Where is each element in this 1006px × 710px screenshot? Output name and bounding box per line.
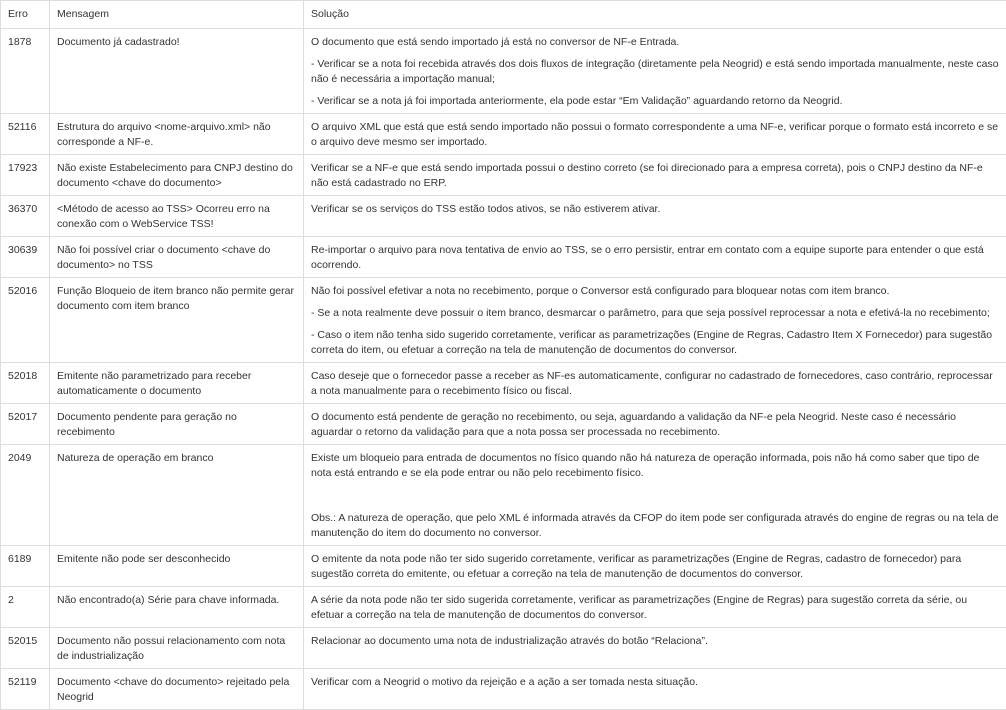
error-code: 52015 <box>1 628 50 669</box>
table-row <box>1 445 1006 546</box>
header-mensagem: Mensagem <box>50 1 304 29</box>
error-code: 52018 <box>1 363 50 404</box>
error-message: Não foi possível criar o documento <chave do documento> no TSS <box>50 237 304 278</box>
table-header-row <box>1 1 1006 29</box>
solution-text: Caso deseje que o fornecedor passe a receber as NF-es automaticamente, configurar no cadastrado de fornecedores, caso contrário, reprocessar a nota manualmente para o recebimento físico ou fiscal. <box>311 370 993 397</box>
error-message: Natureza de operação em branco <box>50 445 304 546</box>
error-code: 2049 <box>1 445 50 546</box>
error-code: 30639 <box>1 237 50 278</box>
error-message: Documento não possui relacionamento com nota de industrialização <box>50 628 304 669</box>
table-row <box>1 363 1006 404</box>
solution-text: O emitente da nota pode não ter sido sugerido corretamente, verificar as parametrizações (Engine de Regras, cadastro de fornecedor) para sugestão correta do emitente, ou efetuar a correção na tela de manutenção de documentos do conversor. <box>311 553 962 580</box>
error-message: Não encontrado(a) Série para chave informada. <box>50 587 304 628</box>
solution-text: - Verificar se a nota já foi importada anteriormente, ela pode estar “Em Validação” aguardando retorno da Neogrid. <box>311 95 843 107</box>
solution-text: A série da nota pode não ter sido sugerida corretamente, verificar as parametrizações (Engine de Regras) para sugestão correta da série, ou efetuar a correção na tela de manutenção de documentos do conversor. <box>311 594 968 621</box>
table-row <box>1 669 1006 710</box>
error-message: <Método de acesso ao TSS> Ocorreu erro na conexão com o WebService TSS! <box>50 196 304 237</box>
solution-cell <box>304 445 1006 546</box>
error-message: Não existe Estabelecimento para CNPJ destino do documento <chave do documento> <box>50 155 304 196</box>
error-code: 52119 <box>1 669 50 710</box>
table-row <box>1 29 1006 114</box>
solution-cell <box>304 363 1006 404</box>
solution-text: Re-importar o arquivo para nova tentativa de envio ao TSS, se o erro persistir, entrar em contato com a equipe suporte para entender o que está ocorrendo. <box>311 244 984 271</box>
table-row <box>1 278 1006 363</box>
error-code: 52116 <box>1 114 50 155</box>
solution-cell <box>304 196 1006 237</box>
table-row <box>1 587 1006 628</box>
error-message: Documento pendente para geração no recebimento <box>50 404 304 445</box>
solution-cell <box>304 237 1006 278</box>
solution-text: - Se a nota realmente deve possuir o item branco, desmarcar o parâmetro, para que seja possível reprocessar a nota e efetivá-la no recebimento; <box>311 307 990 319</box>
header-erro: Erro <box>1 1 50 29</box>
solution-note: Obs.: A natureza de operação, que pelo XML é informada através da CFOP do item pode ser configurada através do engine de regras ou na tela de manutenção do item do documento no conversor. <box>311 512 999 539</box>
solution-text: O documento que está sendo importado já está no conversor de NF-e Entrada. <box>311 36 680 48</box>
error-code: 36370 <box>1 196 50 237</box>
solution-cell <box>304 628 1006 669</box>
error-code: 52016 <box>1 278 50 363</box>
error-message: Documento já cadastrado! <box>50 29 304 114</box>
error-code: 1878 <box>1 29 50 114</box>
solution-cell <box>304 404 1006 445</box>
solution-text: Verificar com a Neogrid o motivo da rejeição e a ação a ser tomada nesta situação. <box>311 676 698 688</box>
solution-text: - Verificar se a nota foi recebida através dos dois fluxos de integração (diretamente pela Neogrid) e está sendo importada manualmente, neste caso não é necessária a importação manual; <box>311 58 999 85</box>
solution-text: - Caso o item não tenha sido sugerido corretamente, verificar as parametrizações (Engine de Regras, Cadastro Item X Fornecedor) para sugestão correta do item, ou efetuar a correção na tela de manutenção de documentos do conversor. <box>311 329 993 356</box>
solution-cell <box>304 278 1006 363</box>
error-message: Estrutura do arquivo <nome-arquivo.xml> não corresponde a NF-e. <box>50 114 304 155</box>
error-code: 2 <box>1 587 50 628</box>
solution-cell <box>304 155 1006 196</box>
solution-cell <box>304 669 1006 710</box>
error-code: 52017 <box>1 404 50 445</box>
table-row <box>1 237 1006 278</box>
solution-cell <box>304 114 1006 155</box>
table-row <box>1 196 1006 237</box>
error-code: 6189 <box>1 546 50 587</box>
solution-text: O arquivo XML que está que está sendo importado não possui o formato correspondente a uma NF-e, verificar porque o formato está incorreto e se o arquivo deve mesmo ser importado. <box>311 121 999 148</box>
solution-text: Relacionar ao documento uma nota de industrialização através do botão “Relaciona”. <box>311 635 708 647</box>
table-row <box>1 546 1006 587</box>
error-message: Emitente não parametrizado para receber automaticamente o documento <box>50 363 304 404</box>
solution-text: Não foi possível efetivar a nota no recebimento, porque o Conversor está configurado para bloquear notas com item branco. <box>311 285 890 297</box>
error-message: Documento <chave do documento> rejeitado pela Neogrid <box>50 669 304 710</box>
header-solucao: Solução <box>304 1 1006 29</box>
table-row <box>1 114 1006 155</box>
error-message: Função Bloqueio de item branco não permite gerar documento com item branco <box>50 278 304 363</box>
solution-cell <box>304 29 1006 114</box>
solution-text: Verificar se os serviços do TSS estão todos ativos, se não estiverem ativar. <box>311 203 661 215</box>
solution-text: Existe um bloqueio para entrada de documentos no físico quando não há natureza de operação informada, pois não há como saber que tipo de nota está entrando e se ela pode entrar ou não pelo recebimento físico. <box>311 452 980 479</box>
table-row <box>1 628 1006 669</box>
solution-cell <box>304 587 1006 628</box>
table-row <box>1 404 1006 445</box>
error-message: Emitente não pode ser desconhecido <box>50 546 304 587</box>
table-row <box>1 155 1006 196</box>
error-code: 17923 <box>1 155 50 196</box>
solution-text: O documento está pendente de geração no recebimento, ou seja, aguardando a validação da NF-e pela Neogrid. Neste caso é necessário aguardar o retorno da validação para que a nota possa ser processada no recebimento. <box>311 411 956 438</box>
solution-cell <box>304 546 1006 587</box>
solution-text: Verificar se a NF-e que está sendo importada possui o destino correto (se foi direcionado para a empresa correta), pois o CNPJ destino da NF-e não está cadastrado no ERP. <box>311 162 983 189</box>
